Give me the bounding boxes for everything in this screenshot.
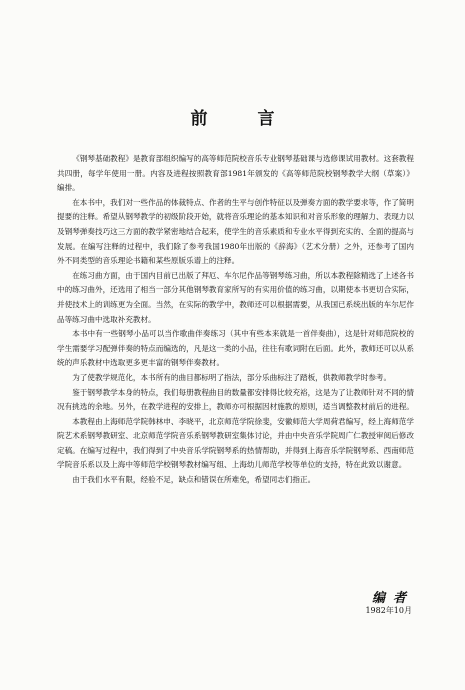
paragraph: 由于我们水平有限，经验不足，缺点和错误在所难免，希望同志们指正。 <box>72 475 316 485</box>
paragraph: 《钢琴基础教程》是教育部组织编写的高等师范院校音乐专业钢琴基础课与选修课试用教材。这套教程共四册，每学年使用一册。内容及进程按照教育部1981年颁发的《高等师范院校钢琴教学大纲（草案）》编排。 <box>57 154 414 193</box>
signature: 编者 <box>371 591 414 606</box>
paragraph: 鉴于钢琴教学本身的特点，我们每册教程曲目的数量都安排得比较充裕，这是为了让教师针对不同的情况有挑选的余地。另外，在教学进程的安排上，教师亦可根据因材施教的原则，适当调整教材前后的进程。 <box>57 387 414 412</box>
paragraph: 本书中有一些钢琴小品可以当作歌曲伴奏练习（其中有些本来就是一首伴奏曲），这是针对师范院校的学生需要学习配弹伴奏的特点而编选的，凡是这一类的小品，往往有歌词附在后面。此外，教师还可以从系统的声乐教材中选取更多更丰富的钢琴伴奏教材。 <box>57 329 414 368</box>
paragraph: 本教程由上海师范学院韩林申、李晓平，北京师范学院徐斐，安徽师范大学周荷君编写，经上海师范学院艺术系钢琴教研室、北京师范学院音乐系钢琴教研室集体讨论，并由中央音乐学院周广仁教授审阅后修改定稿。在编写过程中，我们得到了中央音乐学院钢琴系的热情帮助，并得到上海音乐学院钢琴系、西南师范学院音乐系以及上海中等师范学校钢琴教材编写组、上海幼儿师范学校等单位的支持，特在此致以谢意。 <box>57 416 414 470</box>
page-title: 前 言 <box>190 109 297 129</box>
paragraph: 在本书中，我们对一些作品的体裁特点、作者的生平与创作特征以及弹奏方面的教学要求等，作了简明提要的注释。希望从钢琴教学的初级阶段开始，就将音乐理论的基本知识和对音乐形象的理解力、表现力以及钢琴弹奏技巧这三方面的教学紧密地结合起来，使学生的音乐素质和专业水平得到充实的、全面的提高与发展。在编写注释的过程中，我们除了参考我国1980年出版的《辞海》（艺术分册）之外，还参考了国内外不同类型的音乐理论书籍和某些原版乐谱上的注释。 <box>57 197 414 266</box>
paragraph: 在练习曲方面，由于国内目前已出版了拜厄、车尔尼作品等钢琴练习曲，所以本教程除精选了上述各书中的练习曲外，还选用了相当一部分其他钢琴教育家所写的有实用价值的练习曲，以期使本书更切合实际，并使技术上的训练更为全面。当然，在实际的教学中，教师还可以根据需要，从我国已系统出版的车尔尼作品等练习曲中选取补充教材。 <box>57 270 414 324</box>
paragraph: 为了使教学规范化，本书所有的曲目都标明了指法，部分乐曲标注了踏板，供教师教学时参考。 <box>72 372 392 382</box>
date: 1982年10月 <box>365 606 412 615</box>
preface-body <box>57 152 414 488</box>
